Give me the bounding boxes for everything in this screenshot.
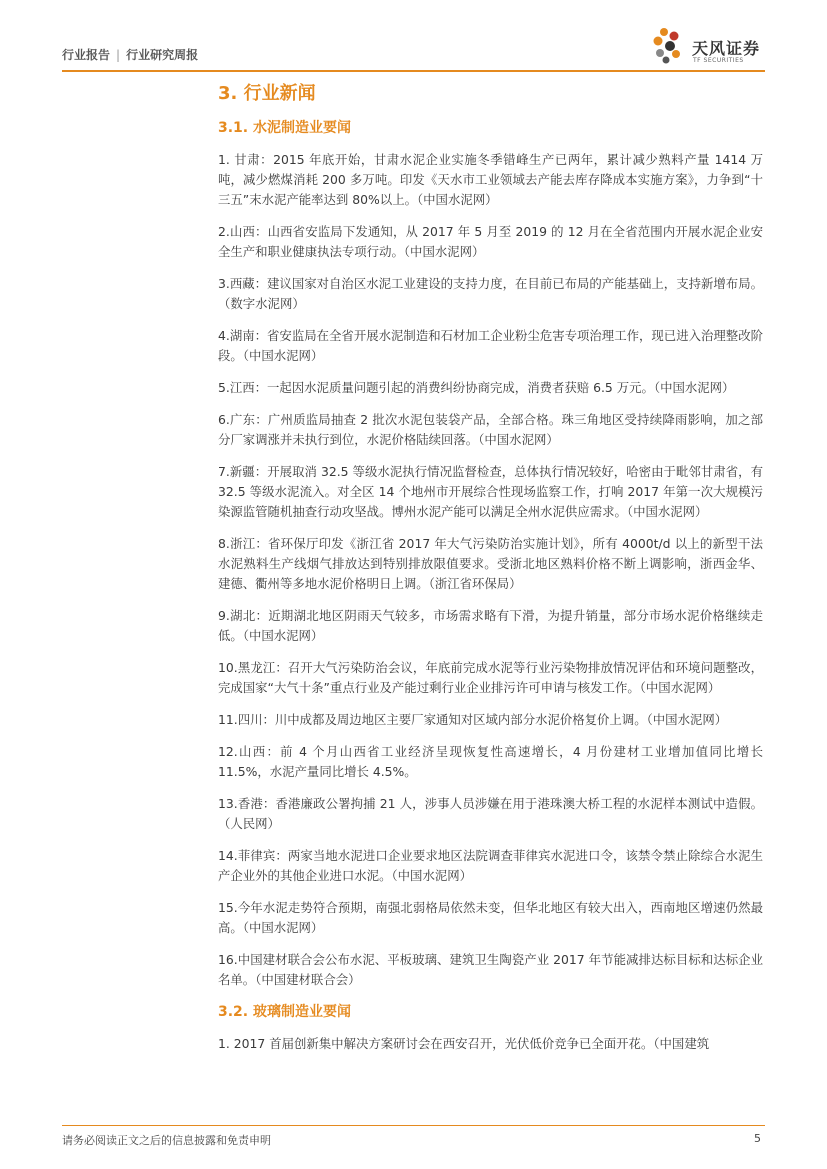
news-item: 13.香港：香港廉政公署拘捕 21 人，涉事人员涉嫌在用于港珠澳大桥工程的水泥样本测试中造假。（人民网） <box>218 796 763 831</box>
news-item: 2.山西：山西省安监局下发通知，从 2017 年 5 月至 2019 的 12 月在全省范围内开展水泥企业安全生产和职业健康执法专项行动。（中国水泥网） <box>218 224 763 259</box>
report-header <box>62 46 198 63</box>
subsection-title-cement: 3.1. 水泥制造业要闻 <box>218 120 351 136</box>
news-item: 5.江西：一起因水泥质量问题引起的消费纠纷协商完成，消费者获赔 6.5 万元。（中国水泥网） <box>218 380 735 395</box>
news-item: 1. 甘肃：2015 年底开始，甘肃水泥企业实施冬季错峰生产已两年，累计减少熟料产量 1414 万吨，减少燃煤消耗 200 多万吨。印发《天水市工业领域去产能去库存降成本实施方案》，力争到“十三五”末水泥产能率达到 80%以上。（中国水泥网） <box>218 152 763 207</box>
news-item: 11.四川：川中成都及周边地区主要厂家通知对区域内部分水泥价格复价上调。（中国水泥网） <box>218 712 728 727</box>
logo-subtitle: TF SECURITIES <box>693 57 744 64</box>
subsection-title-glass: 3.2. 玻璃制造业要闻 <box>218 1004 351 1020</box>
news-item: 9.湖北：近期湖北地区阴雨天气较多，市场需求略有下滑，为提升销量，部分市场水泥价格继续走低。（中国水泥网） <box>218 608 763 643</box>
news-item: 12.山西：前 4 个月山西省工业经济呈现恢复性高速增长，4 月份建材工业增加值同比增长 11.5%，水泥产量同比增长 4.5%。 <box>218 744 763 779</box>
news-item: 6.广东：广州质监局抽查 2 批次水泥包装袋产品，全部合格。珠三角地区受持续降雨影响，加之部分厂家调涨并未执行到位，水泥价格陆续回落。（中国水泥网） <box>218 412 763 447</box>
news-item: 10.黑龙江：召开大气污染防治会议，年底前完成水泥等行业污染物排放情况评估和环境问题整改，完成国家“大气十条”重点行业及产能过剩行业企业排污许可申请与核发工作。（中国水泥网） <box>218 660 763 695</box>
glass-news-list <box>218 1034 763 1054</box>
news-item: 1. 2017 首届创新集中解决方案研讨会在西安召开，光伏低价竞争已全面开花。（中国建筑 <box>218 1036 710 1051</box>
news-item: 15.今年水泥走势符合预期，南强北弱格局依然未变，但华北地区有较大出入，西南地区增速仍然最高。（中国水泥网） <box>218 900 763 935</box>
header-separator: | <box>116 48 121 62</box>
news-item: 14.菲律宾：两家当地水泥进口企业要求地区法院调查菲律宾水泥进口令，该禁令禁止除综合水泥生产企业外的其他企业进口水泥。（中国水泥网） <box>218 848 763 883</box>
footer-disclaimer: 请务必阅读正文之后的信息披露和免责申明 <box>62 1134 271 1147</box>
logo-name: 天风证券 <box>692 39 761 58</box>
main-content <box>218 82 763 1066</box>
header-category: 行业报告 <box>62 48 111 62</box>
header-divider <box>62 70 765 72</box>
header-subcategory: 行业研究周报 <box>126 48 199 62</box>
footer-divider <box>62 1125 765 1126</box>
section-title: 3. 行业新闻 <box>218 83 316 104</box>
news-item: 16.中国建材联合会公布水泥、平板玻璃、建筑卫生陶瓷产业 2017 年节能减排达标目标和达标企业名单。（中国建材联合会） <box>218 952 763 987</box>
cement-news-list <box>218 150 763 990</box>
page-number: 5 <box>754 1132 761 1145</box>
news-item: 8.浙江：省环保厅印发《浙江省 2017 年大气污染防治实施计划》，所有 4000t/d 以上的新型干法水泥熟料生产线烟气排放达到特别排放限值要求。受浙北地区熟料价格不断上调影响，浙西金华、建德、衢州等多地水泥价格明日上调。（浙江省环保局） <box>218 536 763 591</box>
news-item: 3.西藏：建议国家对自治区水泥工业建设的支持力度，在目前已布局的产能基础上，支持新增布局。（数字水泥网） <box>218 276 763 311</box>
news-item: 7.新疆：开展取消 32.5 等级水泥执行情况监督检查，总体执行情况较好，哈密由于毗邻甘肃省，有 32.5 等级水泥流入。对全区 14 个地州市开展综合性现场监察工作，打响 2017 年第一次大规模污染源监管随机抽查行动攻坚战。博州水泥产能可以满足全州水泥供应需求。（中国水泥网） <box>218 464 763 519</box>
news-item: 4.湖南：省安监局在全省开展水泥制造和石材加工企业粉尘危害专项治理工作，现已进入治理整改阶段。（中国水泥网） <box>218 328 763 363</box>
